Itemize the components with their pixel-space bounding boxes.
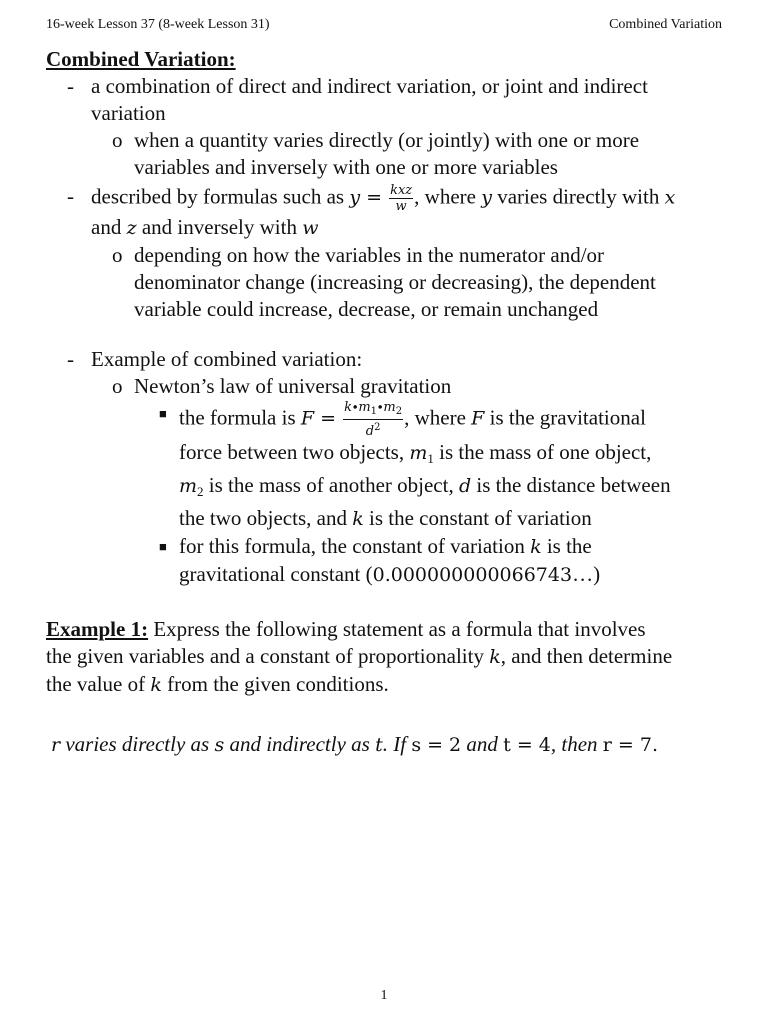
example-label: Example 1:	[46, 617, 149, 641]
bullet-formula: - described by formulas such as y = $\frac{\text{kxz}}{w}$ , where y varies directly with x and z and inversely with w	[46, 183, 736, 242]
fraction-gravity: $\frac{k\cdot m_1\cdot m_2}{d^2}$	[344, 400, 403, 439]
sub-bullet-newton: o Newton’s law of universal gravitation	[112, 374, 452, 398]
example-problem-statement: r varies directly as s and indirectly as t. If s = 2 and t = 4, then r = 7.	[51, 732, 659, 756]
fraction-kxz-w: $\frac{\text{kxz}}{w}$	[390, 183, 413, 214]
page-number: 1	[380, 988, 388, 1003]
header-topic: Combined Variation	[609, 17, 722, 32]
bullet-text: a combination of direct and indirect variation, or joint and indirect variation	[91, 74, 648, 125]
page-content	[46, 46, 736, 759]
dash-marker: -	[67, 74, 74, 98]
section-title: Combined Variation:	[46, 47, 236, 71]
sub-bullet-definition: o when a quantity varies directly (or jointly) with one or more variables and inversely with one or more variables	[112, 128, 640, 179]
circle-marker: o	[112, 374, 123, 398]
square-bullet-constant: ■ for this formula, the constant of variation k is the gravitational constant (0.000000000066743…)	[46, 533, 736, 589]
square-marker: ■	[159, 539, 167, 554]
circle-marker: o	[112, 243, 123, 267]
dash-marker: -	[67, 347, 74, 371]
circle-marker: o	[112, 128, 123, 152]
bullet-definition	[46, 73, 736, 127]
sub-bullet-dependent: o depending on how the variables in the numerator and/or denominator change (increasing or decreasing), the dependent variable could increase, decrease, or remain unchanged	[112, 243, 656, 321]
bullet-example: - Example of combined variation:	[46, 346, 736, 373]
example-1: Example 1: Express the following statement as a formula that involves the given variables and a constant of proportionality k, and then determine the value of k from the given conditions.	[46, 617, 673, 696]
header-lesson: 16-week Lesson 37 (8-week Lesson 31)	[46, 17, 270, 32]
square-bullet-formula: ■ the formula is F = $\frac{k\cdot m_1\cdot m_2}{d^2}$ , where F is the gravitational force between two objects, $m_1$ is the mass of one object, $m_2$ is the mass of another object, d is the distance between the two objects, and k is the constant of variation	[46, 400, 736, 533]
dash-marker: -	[67, 184, 74, 208]
page-header	[46, 17, 722, 37]
square-marker: ■	[159, 406, 167, 421]
